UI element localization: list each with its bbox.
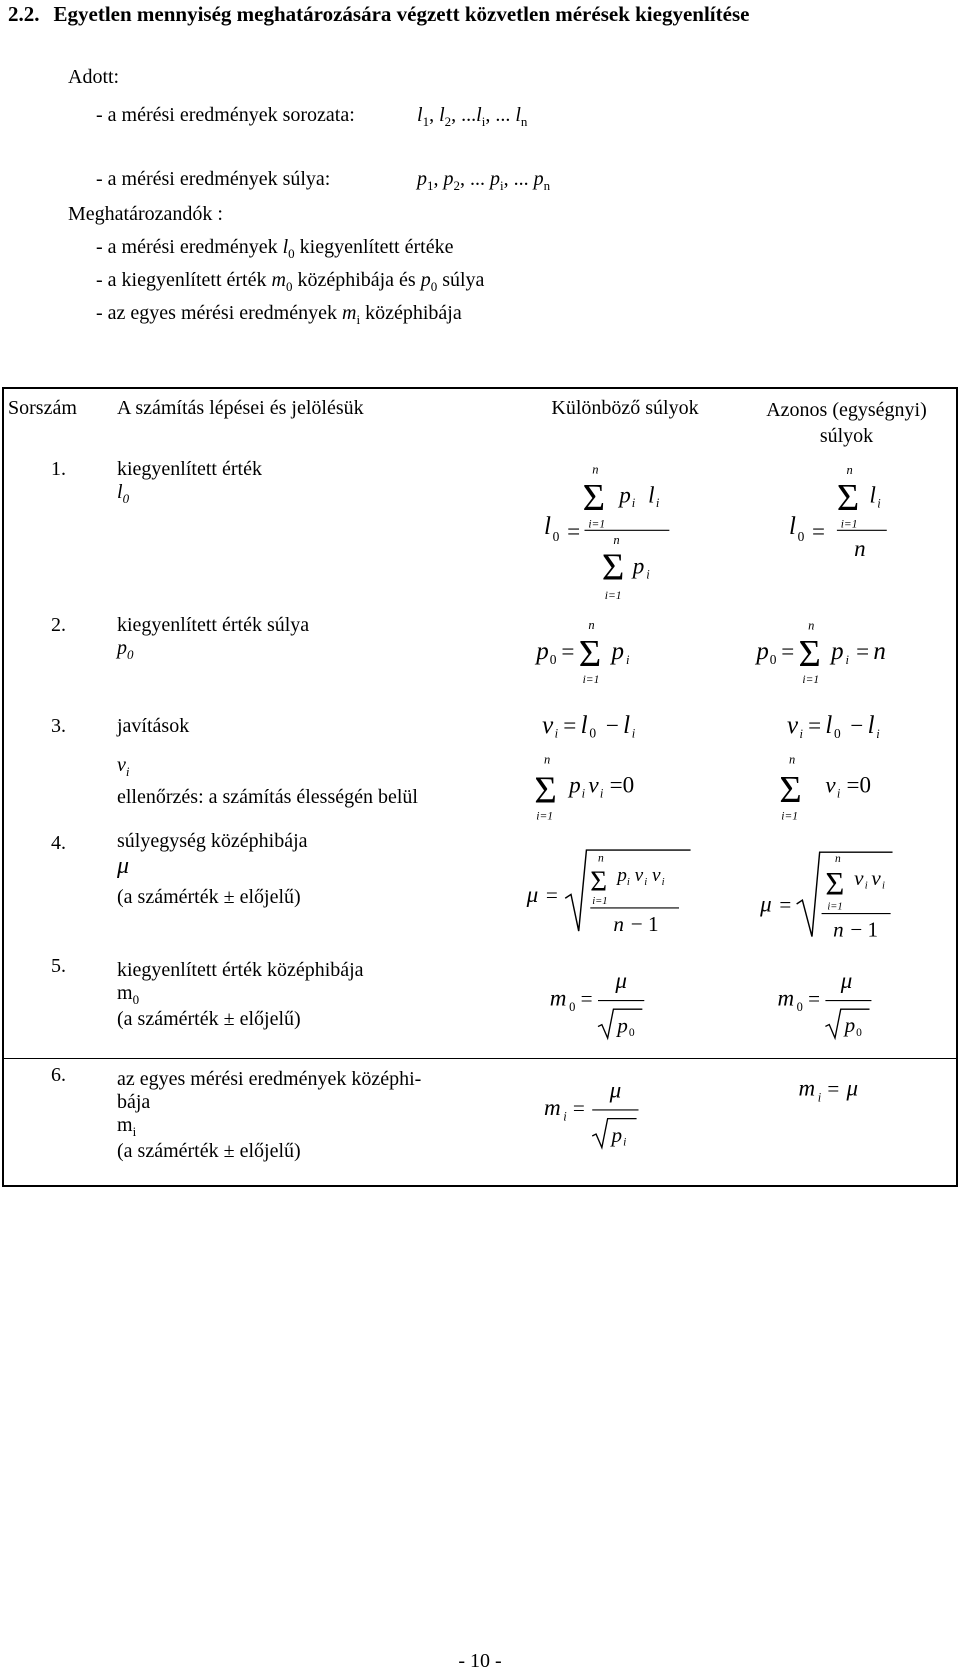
svg-text:=: = [545,883,558,908]
svg-text:− 1: − 1 [850,917,879,942]
svg-text:0: 0 [552,528,560,544]
header-steps: A számítás lépései és jelölésük [117,397,364,419]
svg-text:μ: μ [609,1077,622,1104]
header-equal-weights: Azonos (egységnyi) súlyok [766,399,927,447]
svg-text:0: 0 [549,652,557,668]
section-title: Egyetlen mennyiség meghatározására végzett közvetlen mérések kiegyenlítése [53,2,750,26]
given-label: Adott: [68,66,120,88]
svg-text:0: 0 [856,1027,862,1040]
formula-r2-diff [513,612,737,697]
section-number: 2.2. [8,2,40,26]
row-number: 5. [51,955,66,978]
svg-text:i: i [845,653,850,668]
svg-text:i: i [646,567,650,582]
svg-text:i: i [625,653,630,668]
svg-text:i: i [631,495,636,510]
svg-text:=: = [811,517,825,544]
svg-text:=: = [563,712,577,739]
svg-text:0: 0 [569,1000,576,1015]
svg-text:n: n [588,618,595,633]
formula-r4-same [737,830,957,953]
svg-text:i=1: i=1 [802,674,820,687]
svg-text:v: v [542,711,554,739]
svg-text:=0: =0 [609,772,635,799]
svg-text:=: = [779,892,792,917]
unknown-item-1: - a mérési eredmények $l_0$ kiegyenlített értéke [96,236,454,261]
computation-steps-table [2,387,958,1187]
svg-text:v: v [825,771,836,798]
svg-text:i: i [799,726,803,741]
svg-text:=0: =0 [846,771,871,798]
svg-text:μ: μ [615,968,627,995]
svg-text:i=1: i=1 [840,518,858,531]
svg-text:Σ: Σ [534,769,557,812]
svg-text:p: p [617,865,627,887]
section-heading [8,2,749,27]
svg-text:i=1: i=1 [588,517,606,531]
svg-text:p: p [611,1122,623,1147]
svg-text:i: i [563,1109,567,1124]
svg-text:i: i [877,496,881,511]
svg-text:l: l [623,711,631,739]
svg-text:n: n [598,851,604,865]
svg-text:i=1: i=1 [781,810,799,823]
row-description: az egyes mérési eredmények középhi- bája $m_i$ (a számérték ± előjelű) [117,1068,422,1163]
svg-text:i: i [581,786,586,801]
formula-r4-diff [513,830,737,953]
row-number: 3. [51,714,66,737]
formula-r6-same [737,1062,957,1186]
svg-text:l: l [867,711,875,739]
svg-text:=: = [580,986,593,1011]
formula-r5-diff [513,953,737,1058]
header-sorszam: Sorszám [8,397,77,419]
weights-label: - a mérési eredmények súlya: [96,168,331,190]
svg-text:0: 0 [628,1026,635,1040]
svg-text:i=1: i=1 [827,901,843,913]
svg-text:=: = [808,711,822,738]
unknown-item-3: - az egyes mérési eredmények $m_i$ középhibája [96,302,462,327]
svg-text:l: l [825,711,833,739]
svg-text:=: = [856,638,870,665]
row-number: 4. [51,832,66,855]
svg-text:i=1: i=1 [536,809,554,823]
row-number: 6. [51,1064,66,1087]
svg-text:Σ: Σ [578,633,602,676]
svg-text:n: n [873,638,886,666]
svg-text:i: i [817,1090,822,1105]
table-row [3,612,957,697]
svg-text:v: v [588,772,599,799]
table-row [3,830,957,953]
series-label: - a mérési eredmények sorozata: [96,104,355,126]
svg-text:m: m [777,984,795,1011]
svg-text:n: n [854,535,866,562]
formula-r2-same [737,612,957,697]
svg-text:n: n [592,462,599,477]
svg-text:i: i [599,786,604,801]
svg-text:−: − [850,711,864,738]
svg-text:p: p [611,638,625,666]
svg-text:i: i [876,726,880,741]
svg-text:0: 0 [589,725,597,741]
header-different-weights: Különböző súlyok [551,397,699,419]
svg-text:p: p [844,1013,856,1038]
svg-text:n: n [833,917,844,942]
formula-r6-diff [513,1062,737,1186]
svg-text:=: = [561,639,575,666]
svg-text:v: v [871,866,881,891]
page-number: - 10 - [458,1650,502,1672]
table-row [3,697,957,830]
svg-text:− 1: − 1 [630,912,659,937]
svg-text:i=1: i=1 [592,896,608,908]
svg-text:i: i [623,1135,627,1149]
svg-text:p: p [756,638,769,666]
formula-r1-same [737,456,957,612]
svg-text:l: l [544,512,551,540]
svg-text:i: i [661,876,665,888]
svg-text:l: l [869,481,876,508]
svg-text:−: − [605,712,619,739]
svg-text:n: n [846,462,853,477]
svg-text:Σ: Σ [798,632,821,675]
svg-text:Σ: Σ [836,476,860,519]
svg-text:p: p [617,1013,628,1038]
svg-text:i=1: i=1 [604,588,622,602]
svg-text:v: v [634,865,644,887]
svg-text:i: i [644,876,648,888]
svg-text:m: m [549,985,567,1012]
svg-text:i: i [626,876,630,888]
row-description: kiegyenlített érték $l_0$ [117,457,262,506]
svg-text:p: p [619,482,631,509]
unknowns-label: Meghatározandók : [68,203,223,225]
svg-text:n: n [544,752,551,767]
formula-r5-same [737,953,957,1058]
svg-text:v: v [854,866,864,891]
svg-text:μ: μ [526,882,539,909]
weights-value: $p_1$, $p_2$, ... $p_i$, ... $p_n$ [417,168,551,193]
table-row [3,953,957,1058]
svg-text:μ: μ [840,967,853,994]
svg-text:v: v [787,711,799,739]
svg-text:n: n [613,532,620,547]
svg-text:i: i [631,726,636,741]
svg-text:m: m [544,1094,561,1121]
svg-text:m: m [798,1074,816,1101]
unknown-item-2: - a kiegyenlített érték $m_0$ középhibája és $p_0$ súlya [96,269,485,294]
svg-text:Σ: Σ [779,768,802,811]
formula-r3-same [737,697,957,830]
svg-text:=: = [827,1076,840,1101]
formula-r3-diff [513,697,737,830]
row-description: súlyegység középhibája μ (a számérték ± előjelű) [117,830,308,909]
svg-text:p: p [632,553,645,580]
svg-text:l: l [788,512,796,540]
svg-text:μ: μ [846,1074,859,1101]
svg-text:Σ: Σ [582,476,606,519]
svg-text:v: v [652,865,661,887]
svg-text:p: p [569,772,581,799]
svg-text:=: = [567,518,581,545]
svg-text:Σ: Σ [590,865,608,898]
row-description: kiegyenlített érték súlya $p_0$ [117,614,310,663]
svg-text:p: p [536,638,549,666]
row-description: javítások $v_i$ ellenőrzés: a számítás élességén belül [117,714,418,808]
svg-text:i: i [554,726,559,741]
svg-text:i: i [655,495,660,510]
table-row [3,1062,957,1186]
svg-text:i=1: i=1 [582,673,600,687]
svg-text:0: 0 [769,652,777,668]
svg-text:n: n [613,912,625,937]
svg-text:μ: μ [760,890,772,917]
svg-text:0: 0 [797,528,805,544]
svg-text:i: i [836,786,841,801]
svg-text:Σ: Σ [601,546,625,589]
svg-text:n: n [808,618,815,633]
svg-text:n: n [834,852,841,865]
svg-text:l: l [648,482,655,509]
svg-text:i: i [881,880,885,892]
svg-text:i: i [864,880,868,892]
svg-text:=: = [808,986,821,1011]
svg-text:Σ: Σ [825,866,845,903]
table-row [3,456,957,612]
row-number: 1. [51,457,66,480]
svg-text:0: 0 [796,1000,803,1015]
svg-text:0: 0 [834,725,841,741]
svg-text:=: = [781,638,795,665]
svg-text:p: p [831,638,844,666]
svg-text:n: n [788,752,796,767]
series-value: $l_1$, $l_2$, $...l_i$, ... $l_n$ [417,104,528,129]
svg-text:l: l [580,711,588,739]
row-description: kiegyenlített érték középhibája $m_0$ (a számérték ± előjelű) [117,959,364,1031]
formula-r1-diff [513,456,737,612]
row-number: 2. [51,614,66,637]
svg-text:=: = [572,1095,585,1120]
